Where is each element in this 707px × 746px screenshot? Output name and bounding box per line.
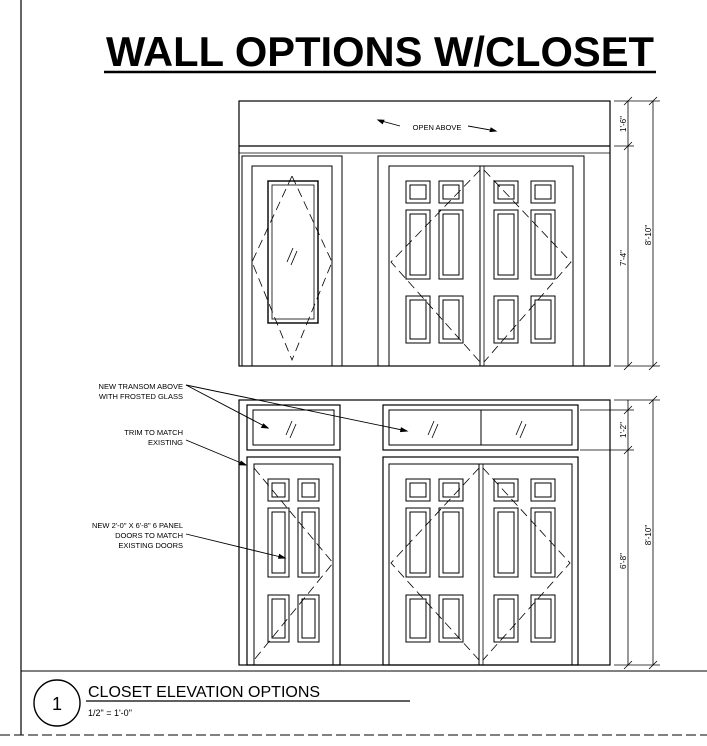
- right-transom: [383, 405, 578, 450]
- dim-total-bottom: 8'-10": [644, 524, 653, 546]
- top-dimension-lines: [614, 97, 660, 370]
- callout-transom-line-1: NEW TRANSOM ABOVE: [98, 382, 183, 391]
- callout-doors-line-3: EXISTING DOORS: [118, 541, 183, 550]
- callout-leaders: [186, 385, 407, 558]
- top-wall-outline: [239, 101, 610, 366]
- dim-upper-top: 1'-6": [619, 116, 628, 132]
- left-transom: [247, 405, 340, 450]
- top-left-leaf-panels: [406, 181, 463, 343]
- drawing-number: 1: [51, 694, 63, 714]
- page-title: WALL OPTIONS W/CLOSET: [106, 28, 655, 75]
- dim-door-height-top: 7'-4": [619, 250, 628, 266]
- dim-door-height-bottom: 6'-8": [619, 553, 628, 569]
- callout-doors-line-2: DOORS TO MATCH: [115, 531, 183, 540]
- drawing-name: CLOSET ELEVATION OPTIONS: [88, 684, 321, 701]
- drawing-scale: 1/2" = 1'-0": [88, 708, 132, 718]
- callout-doors-line-1: NEW 2'-0" X 6'-8" 6 PANEL: [92, 521, 183, 530]
- dim-transom-bottom: 1'-2": [619, 422, 628, 438]
- callout-trim-line-1: TRIM TO MATCH: [124, 428, 183, 437]
- dim-total-top: 8'-10": [644, 224, 653, 246]
- open-above-label: OPEN ABOVE: [412, 123, 462, 132]
- bottom-wall-outline: [239, 400, 610, 665]
- top-left-glass-door: [242, 156, 342, 366]
- bottom-double-door: [383, 457, 578, 665]
- top-right-leaf-panels: [494, 181, 555, 343]
- top-double-door: [378, 156, 584, 366]
- bottom-elevation: [186, 385, 660, 669]
- top-elevation: [239, 97, 660, 370]
- callout-transom-line-2: WITH FROSTED GLASS: [98, 392, 183, 401]
- callout-trim-line-2: EXISTING: [147, 438, 183, 447]
- bottom-left-panel-door: [247, 457, 340, 665]
